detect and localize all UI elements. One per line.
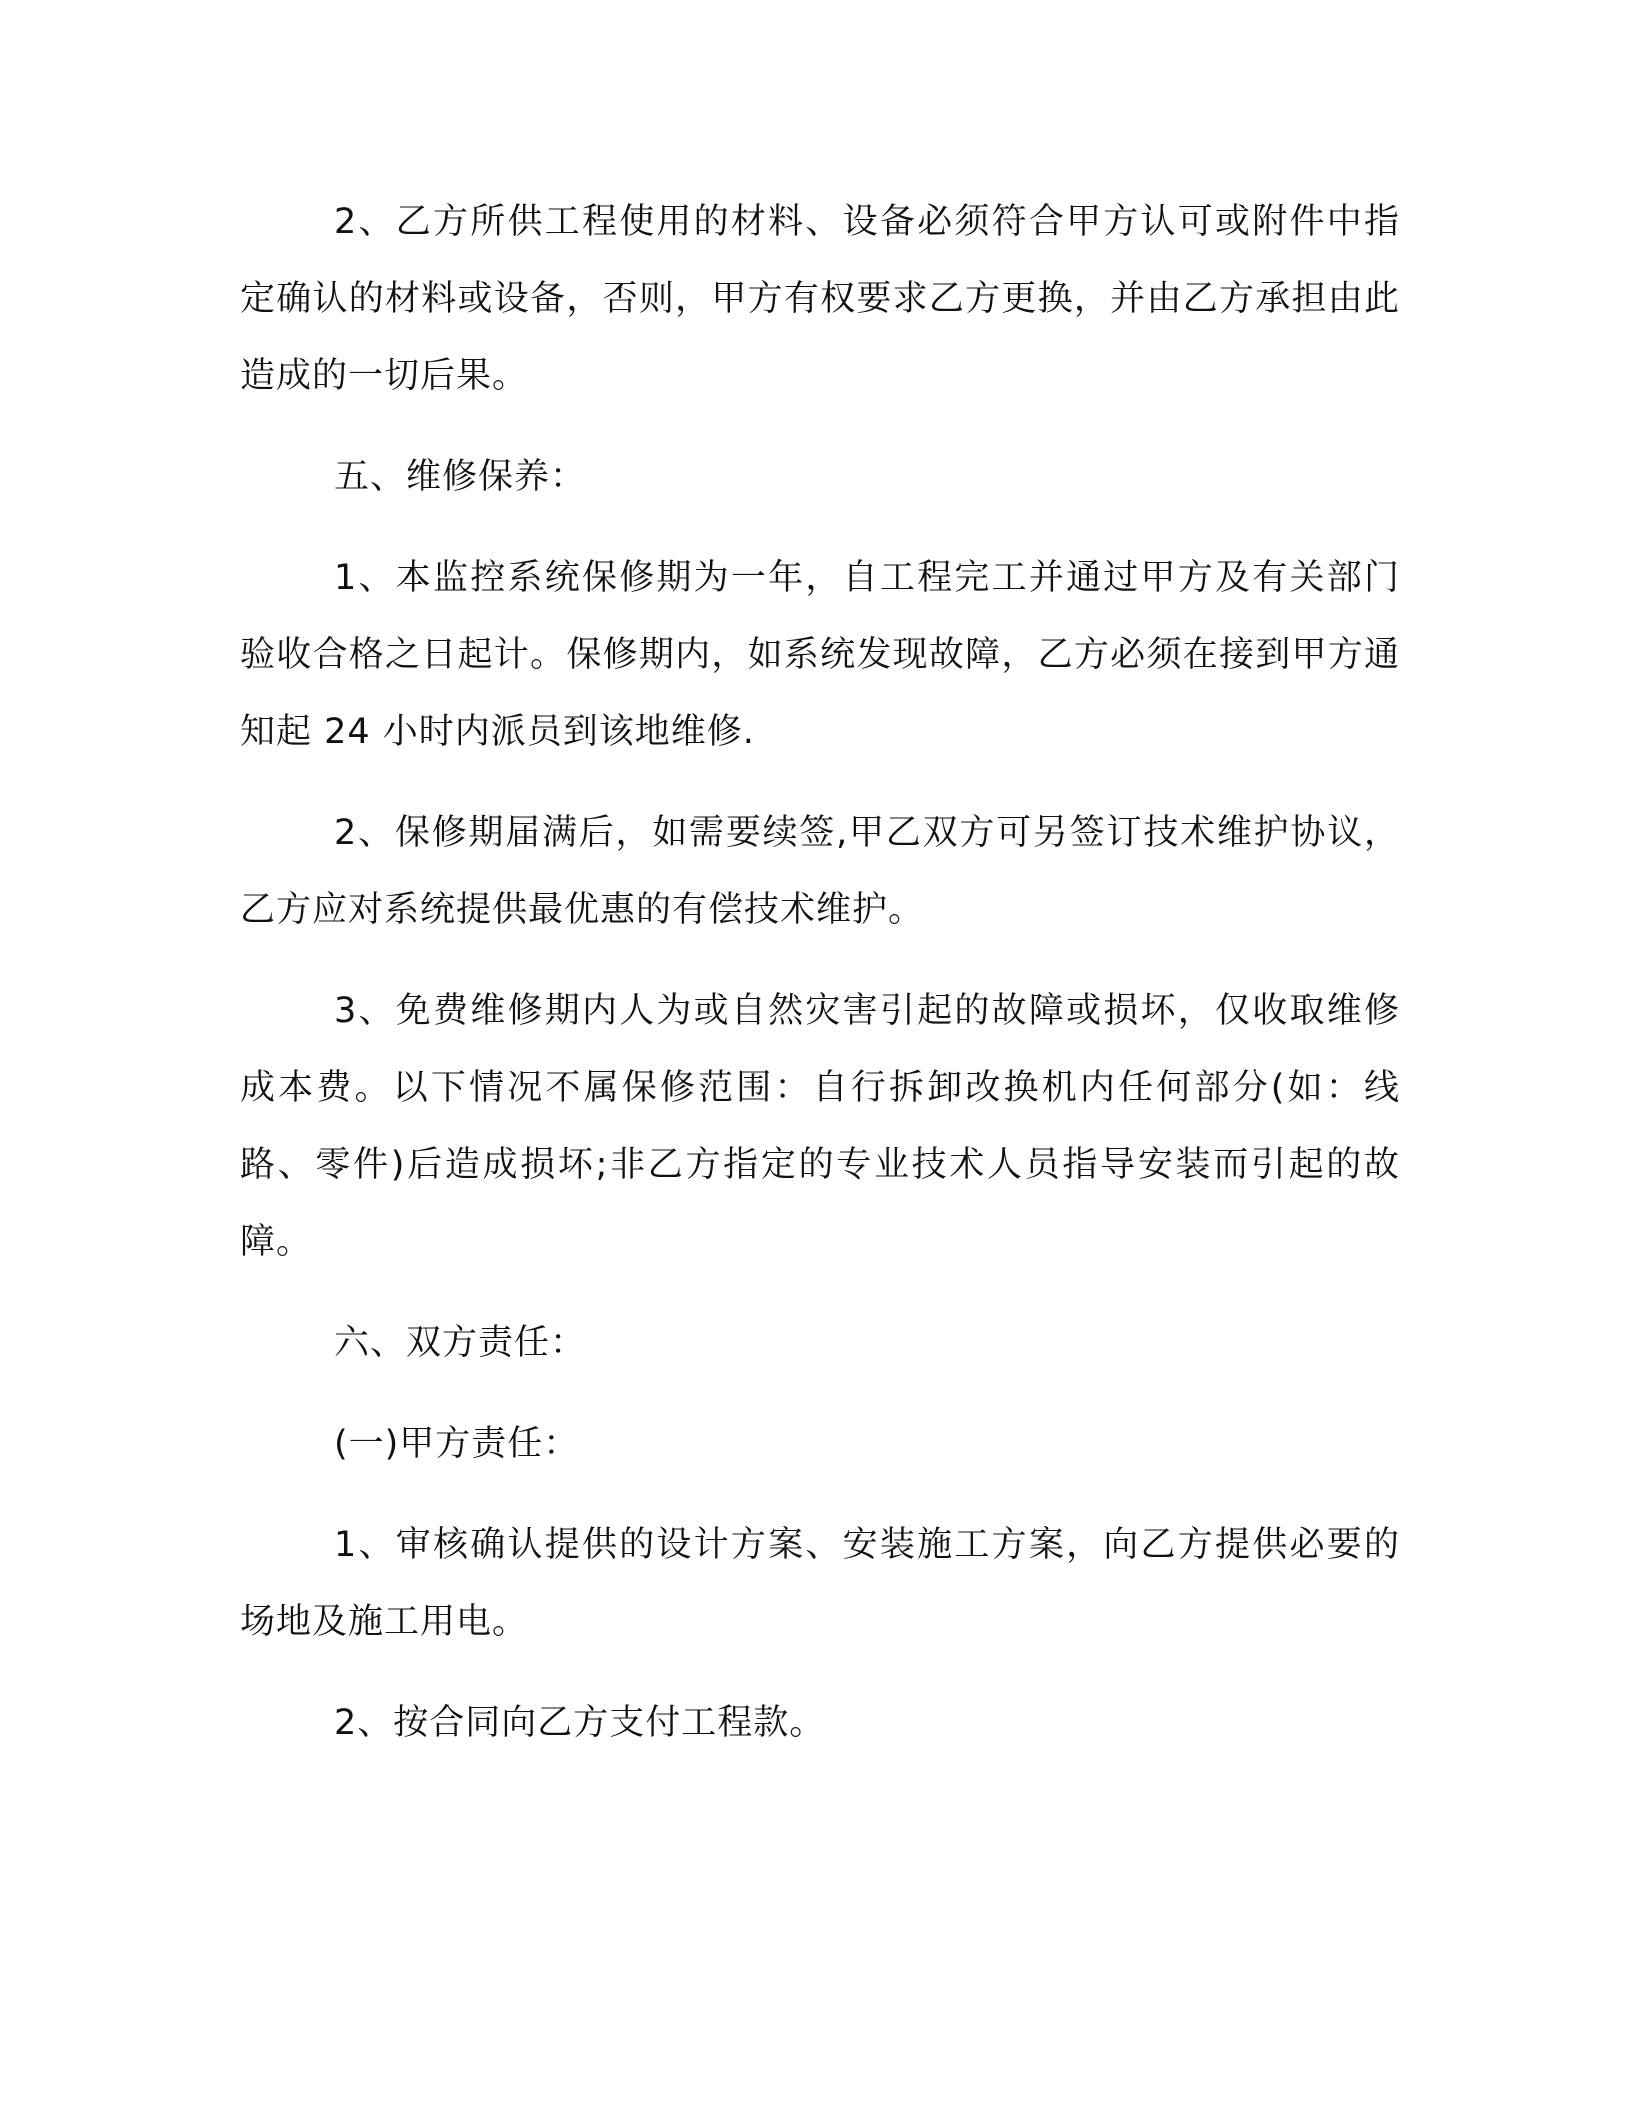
section-heading-responsibilities: 六、双方责任： <box>334 1323 587 1363</box>
document-body <box>240 184 1400 1786</box>
paragraph-party-a-review: 1、审核确认提供的设计方案、安装施工方案，向乙方提供必要的场地及施工用电。 <box>240 1525 1400 1642</box>
paragraph-party-a-payment: 2、按合同向乙方支付工程款。 <box>334 1703 826 1743</box>
paragraph-warranty-exclusions: 3、免费维修期内人为或自然灾害引起的故障或损坏，仅收取维修成本费。以下情况不属保修范围：自行拆卸改换机内任何部分(如：线路、零件)后造成损坏;非乙方指定的专业技术人员指导安装而引起的故障。 <box>240 991 1400 1262</box>
section-heading-maintenance: 五、维修保养： <box>334 457 587 497</box>
subsection-heading-party-a: (一)甲方责任： <box>334 1424 580 1464</box>
paragraph-material-requirements: 2、乙方所供工程使用的材料、设备必须符合甲方认可或附件中指定确认的材料或设备，否则，甲方有权要求乙方更换，并由乙方承担由此造成的一切后果。 <box>240 202 1400 396</box>
paragraph-warranty-renewal: 2、保修期届满后，如需要续签,甲乙双方可另签订技术维护协议，乙方应对系统提供最优惠的有偿技术维护。 <box>240 813 1400 930</box>
paragraph-warranty-period: 1、本监控系统保修期为一年，自工程完工并通过甲方及有关部门验收合格之日起计。保修期内，如系统发现故障，乙方必须在接到甲方通知起 24 小时内派员到该地维修. <box>240 558 1400 752</box>
